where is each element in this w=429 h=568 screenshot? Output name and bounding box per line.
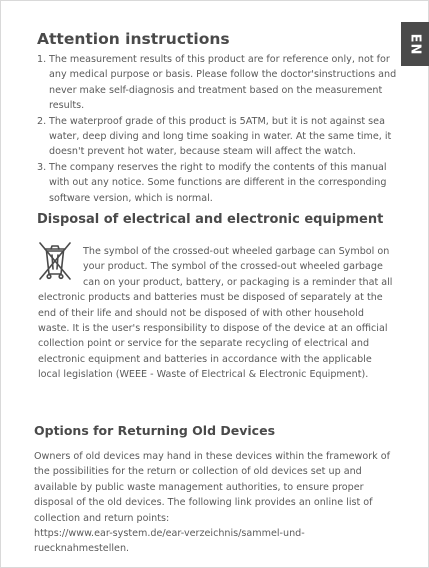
attention-item <box>37 114 403 160</box>
attention-item <box>37 160 403 206</box>
options-paragraph: Owners of old devices may hand in these devices within the framework of the possibilities for the return or collection of old devices set up and available by public waste management authorities, to ensure proper disposal of the old devices. The following link provides an online list of collection and return points: <box>34 451 390 524</box>
attention-item <box>37 52 403 114</box>
attention-item-number: 1. <box>37 54 47 65</box>
collection-points-link[interactable]: https://www.ear-system.de/ear-verzeichnis/sammel-und-ruecknahmestellen. <box>34 528 305 555</box>
attention-item-text: The measurement results of this product are for reference only, not for any medical purpose or basis. Please follow the doctor'sinstructions and never make self-diagnosis and treatment based on the measurement results. <box>49 54 397 112</box>
attention-item-number: 3. <box>37 161 47 173</box>
disposal-paragraph: The symbol of the crossed-out wheeled garbage can Symbol on your product. The symbol of the crossed-out wheeled garbage can on your product, battery, or packaging is a reminder that all electronic products and batteries must be disposed of separately at the end of their life and should not be disposed of with other household waste. It is the user's responsibility to dispose of the device at an official collection point or service for the separate recycling of electrical and electronic equipment and batteries in accordance with the applicable local legislation (WEEE - Waste of Electrical & Electronic Equipment). <box>38 246 393 381</box>
attention-item-text: The company reserves the right to modify the contents of this manual with out any notice. Some functions are different in the corresponding software version, which is normal. <box>49 161 387 204</box>
disposal-title: Disposal of electrical and electronic equipment <box>37 212 384 227</box>
options-title: Options for Returning Old Devices <box>34 423 276 438</box>
options-text <box>34 449 398 557</box>
attention-item-number: 2. <box>37 115 47 127</box>
attention-list <box>37 52 403 206</box>
language-tab <box>401 22 429 66</box>
disposal-text <box>38 244 396 383</box>
attention-item-text: The waterproof grade of this product is 5ATM, but it is not against sea water, deep diving and long time soaking in water. At the same time, it doesn't prevent hot water, because steam will affect the watch. <box>49 115 392 158</box>
attention-title: Attention instructions <box>37 30 230 48</box>
language-tab-label: EN <box>407 33 423 55</box>
